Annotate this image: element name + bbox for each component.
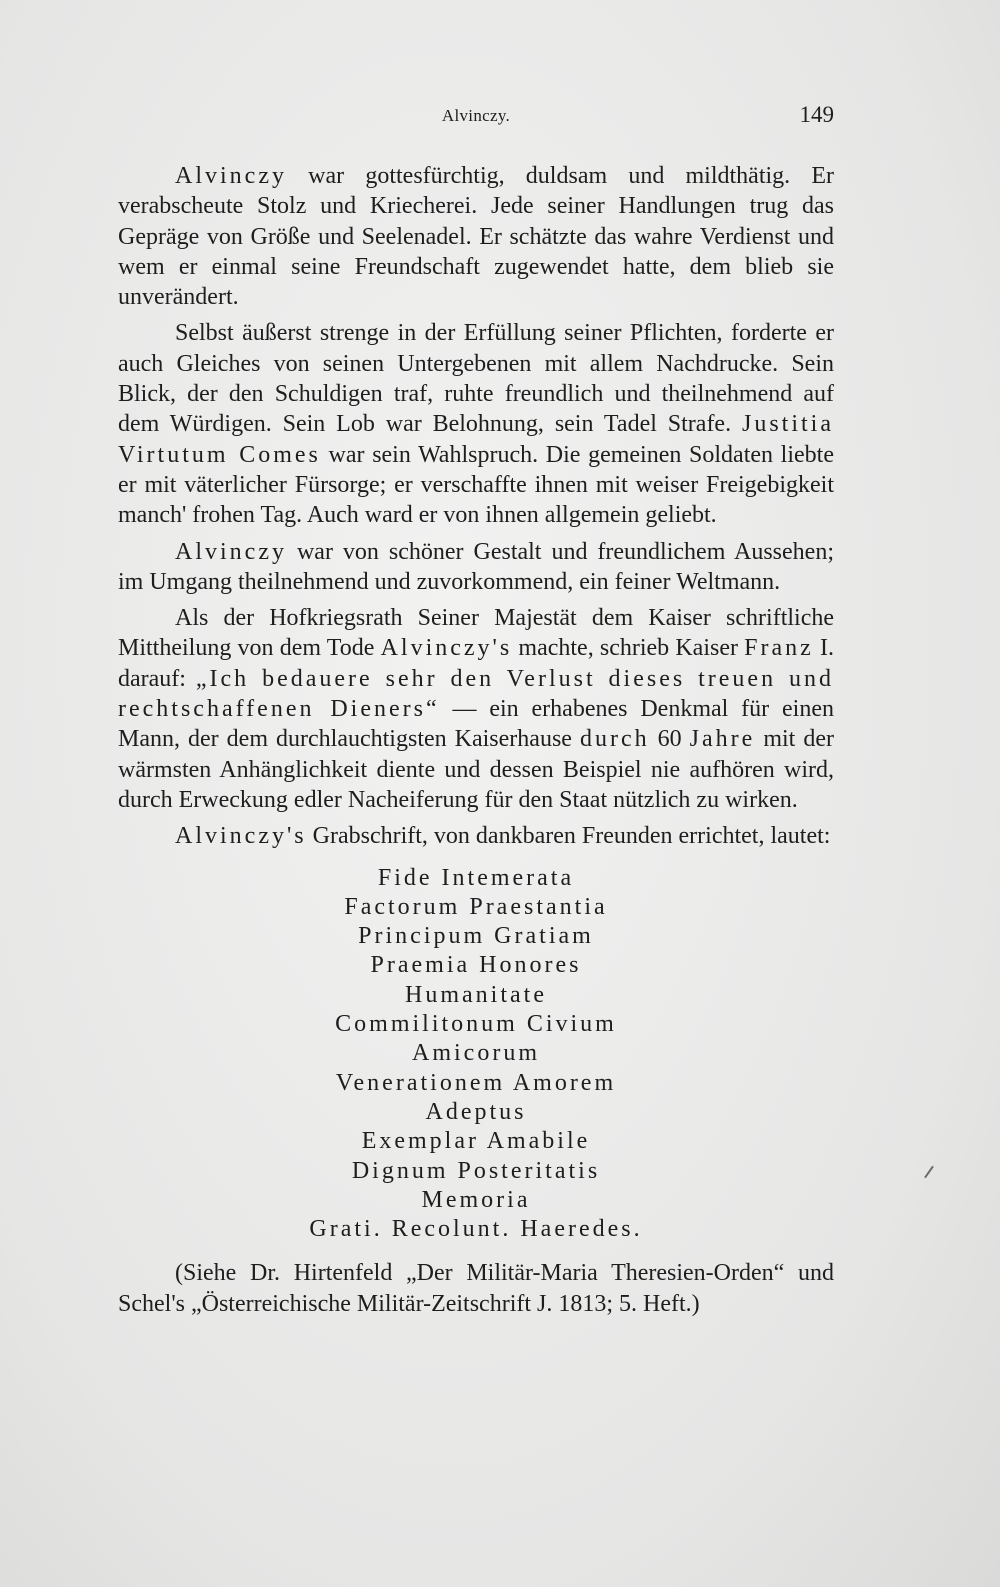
epitaph-line: Venerationem Amorem <box>335 1069 617 1096</box>
epitaph <box>118 864 834 1245</box>
epitaph-line: Factorum Praestantia <box>344 893 608 920</box>
spaced-name: Alvinczy's <box>380 635 513 662</box>
paragraph-text: mit der wärmsten Anhänglichkeit diente und dessen Beispiel nie aufhören wird, durch Erweckung edler Nacheiferung für den Staat nützlich zu wirken. <box>118 726 835 813</box>
paragraph-text: machte, schrieb Kaiser <box>512 635 745 662</box>
paragraph-discipline <box>118 318 834 530</box>
paragraph-text: Selbst äußerst strenge in der Erfüllung seiner Pflichten, forderte er auch Gleiches von seinen Untergebenen mit allem Nachdrucke. Sein Blick, der den Schuldigen traf, ruhte freundlich und theilnehmend auf dem Würdigen. Sein Lob war Belohnung, sein Tadel Strafe. <box>118 320 834 438</box>
paragraph-text: Als der Hofkriegsrath Seiner Majestät dem Kaiser schriftliche Mittheilung von dem Tode <box>118 605 834 662</box>
page-body <box>118 161 834 1319</box>
epitaph-line: Commilitonum Civium <box>335 1011 617 1038</box>
epitaph-line: Fide Intemerata <box>377 864 575 891</box>
paragraph-appearance <box>118 537 834 598</box>
epitaph-line: Adeptus <box>425 1098 527 1125</box>
paragraph-text: 60 <box>649 726 690 753</box>
stray-ink-mark <box>924 1166 934 1179</box>
spaced-quote: „Ich bedauere sehr den Verlust dieses treuen und rechtschaffenen Dieners“ <box>118 665 834 723</box>
paragraph-text: war von schöner Gestalt und freundlichem Aussehen; im Umgang theilnehmend und zuvorkommend, ein feiner Weltmann. <box>118 538 834 595</box>
epitaph-line: Praemia Honores <box>370 952 582 979</box>
paragraph-text: war sein Wahlspruch. Die gemeinen Soldaten liebte er mit väterlicher Fürsorge; er verschaffte ihnen mit weiser Freigebigkeit manch' frohen Tag. Auch ward er von ihnen allgemein geliebt. <box>118 441 834 529</box>
epitaph-line: Humanitate <box>405 981 547 1008</box>
paragraph-emperor <box>118 603 834 815</box>
spaced-word: durch <box>579 726 650 753</box>
source-note: (Siehe Dr. Hirtenfeld „Der Militär-Maria Theresien-Orden“ und Schel's „Österreichische Militär-Zeitschrift J. 1813; 5. Heft.) <box>118 1260 834 1317</box>
paragraph-character <box>118 161 834 312</box>
spaced-motto: Justitia Virtutum Comes <box>118 411 834 468</box>
spaced-word: Jahre <box>689 726 756 753</box>
paragraph-epitaph-intro <box>118 821 834 851</box>
paragraph-text: Grabschrift, von dankbaren Freunden errichtet, lautet: <box>306 823 831 850</box>
paragraph-text: I. darauf: <box>118 635 834 692</box>
epitaph-line: Amicorum <box>412 1040 540 1067</box>
page-number: 149 <box>799 102 834 127</box>
epitaph-line: Principum Gratiam <box>358 923 594 950</box>
epitaph-line: Grati. Recolunt. Haeredes. <box>309 1216 643 1243</box>
spaced-name: Alvinczy <box>175 538 287 565</box>
epitaph-line: Dignum Posteritatis <box>351 1157 601 1184</box>
paragraph-text: war gottesfürchtig, duldsam und mildthätig. Er verabscheute Stolz und Kriecherei. Jede seiner Handlungen trug das Gepräge von Größe und Seelenadel. Er schätzte das wahre Verdienst und wem er einmal seine Freundschaft zugewendet hatte, dem blieb sie unverändert. <box>118 163 834 311</box>
running-head: Alvinczy. <box>441 106 511 125</box>
epitaph-line: Exemplar Amabile <box>361 1128 591 1155</box>
epitaph-line: Memoria <box>421 1186 531 1213</box>
page-header <box>118 100 834 134</box>
paragraph-text: — ein erhabenes Denkmal für einen Mann, der dem durchlauchtigsten Kaiserhause <box>118 696 834 753</box>
spaced-name: Alvinczy's <box>175 823 307 850</box>
spaced-emperor-name: Franz <box>744 635 814 662</box>
spaced-name: Alvinczy <box>175 163 287 189</box>
